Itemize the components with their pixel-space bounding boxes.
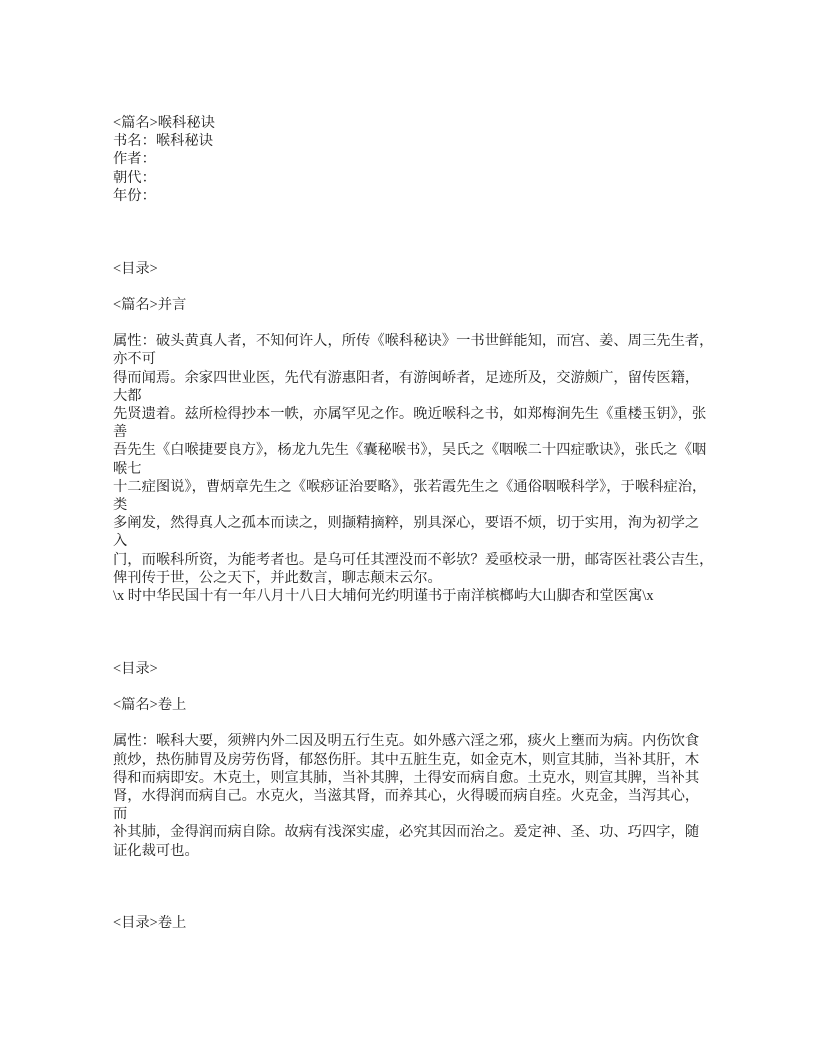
preface-colophon-line: \x 时中华民国十有一年八月十八日大埔何光约明谨书于南洋槟榔屿大山脚杏和堂医寓\x [113, 587, 654, 604]
volume-body-line: 证化裁可也。 [113, 842, 199, 859]
meta-line-book-title: 书名：喉科秘诀 [113, 133, 214, 150]
preface-body-line: 善 [113, 424, 128, 441]
meta-line-year: 年份： [113, 187, 156, 204]
blank-line [113, 641, 725, 659]
volume-body-line: 补其肺，金得润而病自除。故病有浅深实虚，必究其因而治之。爰定神、圣、功、巧四字，随 [113, 824, 700, 841]
preface-body-line: 大都 [113, 387, 142, 404]
toc-marker-volume1: <目录> [113, 660, 158, 677]
preface-body-line: 先贤遗着。兹所检得抄本一帙，亦属罕见之作。晚近喉科之书，如郑梅涧先生《重楼玉钥》，张 [113, 406, 707, 422]
blank-line [113, 623, 725, 641]
preface-body-line: 属性：破头黄真人者，不知何许人，所传《喉科秘诀》一书世鲜能知，而宫、姜、周三先生者， [113, 333, 714, 350]
preface-body-line: 门，而喉科所资，为能考者也。是乌可任其湮没而不彰欤？爰亟校录一册，邮寄医社裘公吉生， [113, 551, 714, 568]
volume-body-line: 属性：喉科大要，须辨内外二因及明五行生克。如外感六淫之邪，痰火上壅而为病。内伤饮食 [113, 733, 700, 750]
blank-line [113, 860, 725, 878]
blank-line [113, 314, 725, 332]
blank-line [113, 878, 725, 896]
blank-line [113, 278, 725, 296]
preface-body-line: 俾刊传于世，公之天下，并此数言，聊志颠末云尔。 [113, 569, 442, 586]
blank-line [113, 205, 725, 223]
meta-line-author: 作者： [113, 151, 156, 168]
volume-body-line: 而 [113, 806, 128, 823]
section-title-volume1: <篇名>卷上 [113, 697, 187, 713]
meta-line-pianming: <篇名>喉科秘诀 [113, 115, 215, 131]
footer-toc-volume: <目录>卷上 [113, 915, 187, 932]
text-column [113, 114, 725, 932]
blank-line [113, 605, 725, 623]
toc-marker-preface: <目录> [113, 260, 158, 277]
volume-body-line: 煎炒，热伤肺胃及房劳伤肾，郁怒伤肝。其中五脏生克，如金克木，则宣其肺，当补其肝，木 [113, 751, 700, 768]
preface-body-line: 多阐发，然得真人之孤本而读之，则撷精摘粹，别具深心，要语不烦，切于实用，洵为初学之 [113, 515, 700, 532]
preface-body-line: 喉七 [113, 460, 142, 477]
preface-body-line: 类 [113, 496, 128, 513]
volume-body-line: 肾，水得润而病自己。水克火，当滋其肾，而养其心，火得暖而病自痊。火克金，当泻其心， [113, 787, 700, 804]
preface-body-line: 吾先生《白喉捷要良方》，杨龙九先生《囊秘喉书》，吴氏之《咽喉二十四症歌诀》，张氏之《咽 [113, 442, 707, 459]
section-title-preface: <篇名>并言 [113, 296, 187, 313]
preface-body-line: 十二症图说》，曹炳章先生之《喉痧证治要略》，张若霞先生之《通俗咽喉科学》，于喉科症治， [113, 478, 707, 495]
preface-body-line: 得而闻焉。余家四世业医，先代有游惠阳者，有游闽峤者，足迹所及，交游颇广，留传医籍， [113, 369, 700, 386]
blank-line [113, 714, 725, 732]
preface-body-line: 入 [113, 533, 128, 550]
blank-line [113, 896, 725, 914]
preface-body-line: 亦不可 [113, 351, 156, 368]
blank-line [113, 223, 725, 241]
volume-body-line: 得和而病即安。木克土，则宣其肺，当补其脾，土得安而病自愈。土克水，则宣其脾，当补其 [113, 769, 700, 786]
blank-line [113, 241, 725, 259]
blank-line [113, 678, 725, 696]
meta-line-dynasty: 朝代： [113, 169, 156, 186]
